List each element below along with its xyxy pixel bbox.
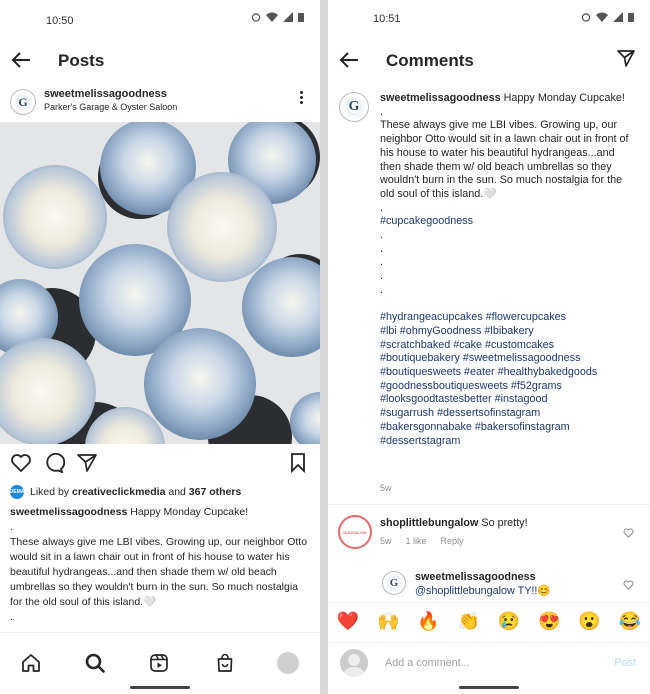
gesture-bar (459, 686, 519, 689)
emoji-clap[interactable]: 👏 (457, 611, 481, 631)
post-header (0, 80, 320, 122)
reels-icon[interactable] (149, 653, 169, 673)
profile-icon[interactable] (277, 652, 299, 674)
caption-text: Happy Monday Cupcake! . These always give me LBI vibes. Growing up, our neighbor Otto would sit in a lawn chair out in front of his house to water his beautiful hydrangeas...and then shade them w/ old beach umbrellas so they wouldn't burn in the sun. So much nostalgia for the old soul of this island.🤍 . (10, 506, 308, 623)
back-arrow-icon[interactable] (338, 50, 360, 70)
like-comment-heart-icon[interactable] (623, 528, 634, 538)
alarm-icon (251, 12, 261, 25)
heart-icon[interactable] (10, 453, 32, 473)
reply-button[interactable]: Reply (440, 536, 464, 546)
caption-comment-text (380, 92, 632, 448)
comment-username[interactable]: sweetmelissagoodness (380, 92, 501, 104)
gesture-bar (130, 686, 190, 689)
page-title: Comments (386, 51, 474, 70)
avatar[interactable] (339, 92, 369, 122)
comment-body: @shoplittlebungalow TY!!😊 (415, 585, 551, 597)
signal-icon (283, 12, 293, 25)
emoji-fire[interactable]: 🔥 (417, 611, 440, 631)
add-comment-bar (328, 642, 650, 682)
comment-username[interactable]: sweetmelissagoodness (415, 571, 536, 583)
comments-header (328, 40, 650, 80)
comment-time: 5w (380, 536, 392, 546)
comment-likes[interactable]: 1 like (405, 536, 427, 546)
emoji-laughing[interactable]: 😂 (618, 611, 642, 631)
likes-summary (10, 485, 241, 499)
signal-icon (613, 12, 623, 25)
like-comment-heart-icon[interactable] (623, 580, 634, 590)
more-options-icon[interactable] (300, 91, 304, 106)
status-bar (0, 0, 320, 40)
likes-prefix: Liked by (30, 486, 73, 498)
emoji-heart-eyes[interactable]: 😍 (538, 611, 561, 631)
alarm-icon (581, 12, 591, 25)
comment-body: Happy Monday Cupcake! . These always give me LBI vibes. Growing up, our neighbor Otto would sit in a lawn chair out in front of his house to water his beautiful hydrangeas...and then shade them w/ old beach umbrellas so they wouldn't burn in the sun. So much nostalgia for the old soul of this island.🤍 . (380, 92, 629, 214)
avatar[interactable] (10, 89, 36, 115)
emoji-raised-hands[interactable]: 🙌 (377, 611, 400, 631)
post-photo[interactable] (0, 122, 320, 444)
page-title: Posts (58, 51, 105, 70)
post-caption (10, 505, 310, 625)
posts-screen (0, 0, 320, 694)
comment-icon[interactable] (43, 453, 65, 473)
liker-avatar-text: DEMA (9, 489, 25, 495)
share-icon[interactable] (76, 453, 98, 473)
avatar-text: BUNGALOW (343, 529, 367, 535)
likes-others[interactable]: 367 others (188, 486, 242, 498)
avatar-letter: G (348, 99, 360, 114)
divider (328, 504, 650, 505)
liker-avatar (10, 485, 24, 499)
cupcake-image (0, 122, 320, 444)
bottom-nav (0, 632, 320, 694)
shop-icon[interactable] (215, 653, 235, 673)
likes-text[interactable] (30, 486, 241, 498)
comment-text (380, 516, 528, 530)
home-icon[interactable] (21, 653, 41, 673)
save-bookmark-icon[interactable] (290, 453, 306, 473)
likes-mid: and (165, 486, 189, 498)
liked-by-user[interactable]: creativeclickmedia (72, 486, 166, 498)
posts-header (0, 40, 320, 80)
avatar-letter: G (18, 94, 28, 109)
comment-input[interactable]: Add a comment... (385, 657, 470, 669)
comments-screen (328, 0, 650, 694)
avatar[interactable] (338, 515, 372, 549)
status-time: 10:51 (373, 13, 401, 25)
avatar[interactable] (382, 571, 406, 595)
hashtag-link[interactable]: #cupcakegoodness (380, 215, 474, 228)
status-icons (581, 12, 634, 25)
post-actions (0, 453, 320, 477)
emoji-crying[interactable]: 😢 (497, 611, 521, 631)
caption-username[interactable]: sweetmelissagoodness (10, 506, 128, 518)
comment-meta (380, 536, 464, 546)
emoji-heart[interactable]: ❤️ (336, 611, 360, 631)
comment-username[interactable]: shoplittlebungalow (380, 517, 479, 529)
emoji-quick-bar (328, 602, 650, 640)
wifi-icon (266, 12, 278, 25)
search-icon[interactable] (85, 653, 105, 673)
comment-time: 5w (380, 483, 392, 493)
post-location[interactable]: Parker's Garage & Oyster Saloon (44, 102, 178, 112)
back-arrow-icon[interactable] (10, 50, 32, 70)
comment-dots: . . . . . (380, 229, 383, 296)
comment-text (415, 570, 551, 598)
battery-icon (628, 12, 634, 25)
hashtag-list[interactable]: #hydrangeacupcakes #flowercupcakes #lbi #ohmyGoodness #lbibakery #scratchbaked #cake #customcakes #boutiquebakery #sweetmelissagoodness #boutiquesweets #eater #healthybakedgoods #goodnessboutiquesweets #f52grams #looksgoodtastesbetter #instagood #sugarrush #dessertsofinstagram #bakersgonnabake #bakersofinstagram #dessertstagram (380, 311, 598, 447)
battery-icon (298, 12, 304, 25)
emoji-surprised[interactable]: 😮 (578, 611, 601, 631)
wifi-icon (596, 12, 608, 25)
avatar (340, 649, 368, 677)
avatar-letter: G (389, 577, 399, 589)
post-username[interactable]: sweetmelissagoodness (44, 88, 167, 100)
direct-send-icon[interactable] (616, 49, 636, 74)
status-time: 10:50 (46, 15, 74, 27)
status-icons (251, 12, 304, 25)
status-bar (328, 0, 650, 40)
comment-body: So pretty! (478, 517, 528, 529)
post-button[interactable]: Post (614, 657, 636, 669)
